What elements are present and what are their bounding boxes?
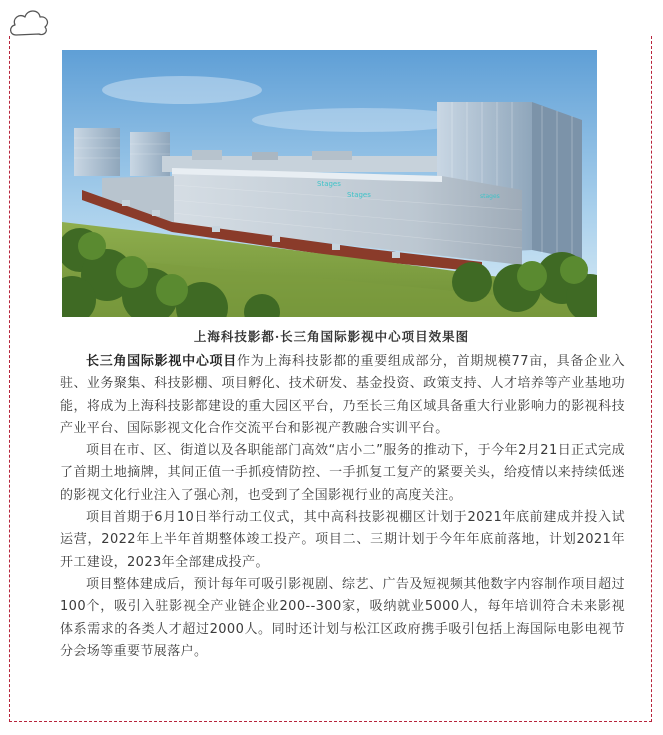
building-sign: Stages <box>347 191 371 199</box>
paragraph: 项目在市、区、街道以及各职能部门高效“店小二”服务的推动下，于今年2月21日正式完成了首期土地摘牌，其间正值一手抓疫情防控、一手抓复工复产的紧要关头，给疫情以来持续低迷的影视文化行业注入了强心剂，也受到了全国影视行业的高度关注。 <box>60 443 625 503</box>
building-sign: stages <box>480 193 500 200</box>
paragraph: 项目首期于6月10日举行动工仪式，其中高科技影视棚区计划于2021年底前建成并投入试运营，2022年上半年首期整体竣工投产。项目二、三期计划于今年年底前落地，计划2021年开工建设，2023年全部建成投产。 <box>60 510 625 570</box>
image-caption: 上海科技影都·长三角国际影视中心项目效果图 <box>193 329 470 344</box>
building-sign: Stages <box>317 180 341 188</box>
article-body <box>60 351 625 663</box>
paragraph: 长三角国际影视中心项目作为上海科技影都的重要组成部分，首期规模77亩，具备企业入驻、业务聚集、科技影棚、项目孵化、技术研发、基金投资、政策支持、人才培养等产业基地功能，将成为上海科技影都建设的重大园区平台，乃至长三角区域具备重大行业影响力的影视科技产业平台、国际影视文化合作交流平台和影视产教融合实训平台。 <box>60 354 625 436</box>
project-rendering-image <box>62 50 597 317</box>
paragraph: 项目整体建成后，预计每年可吸引影视剧、综艺、广告及短视频其他数字内容制作项目超过100个，吸引入驻影视全产业链企业200--300家，吸纳就业5000人，每年培训符合未来影视体系需求的各类人才超过2000人。同时还计划与松江区政府携手吸引包括上海国际电影电视节分会场等重要节展落户。 <box>60 576 625 659</box>
cloud-icon <box>7 5 51 39</box>
paragraph-lead: 长三角国际影视中心项目 <box>86 354 238 369</box>
